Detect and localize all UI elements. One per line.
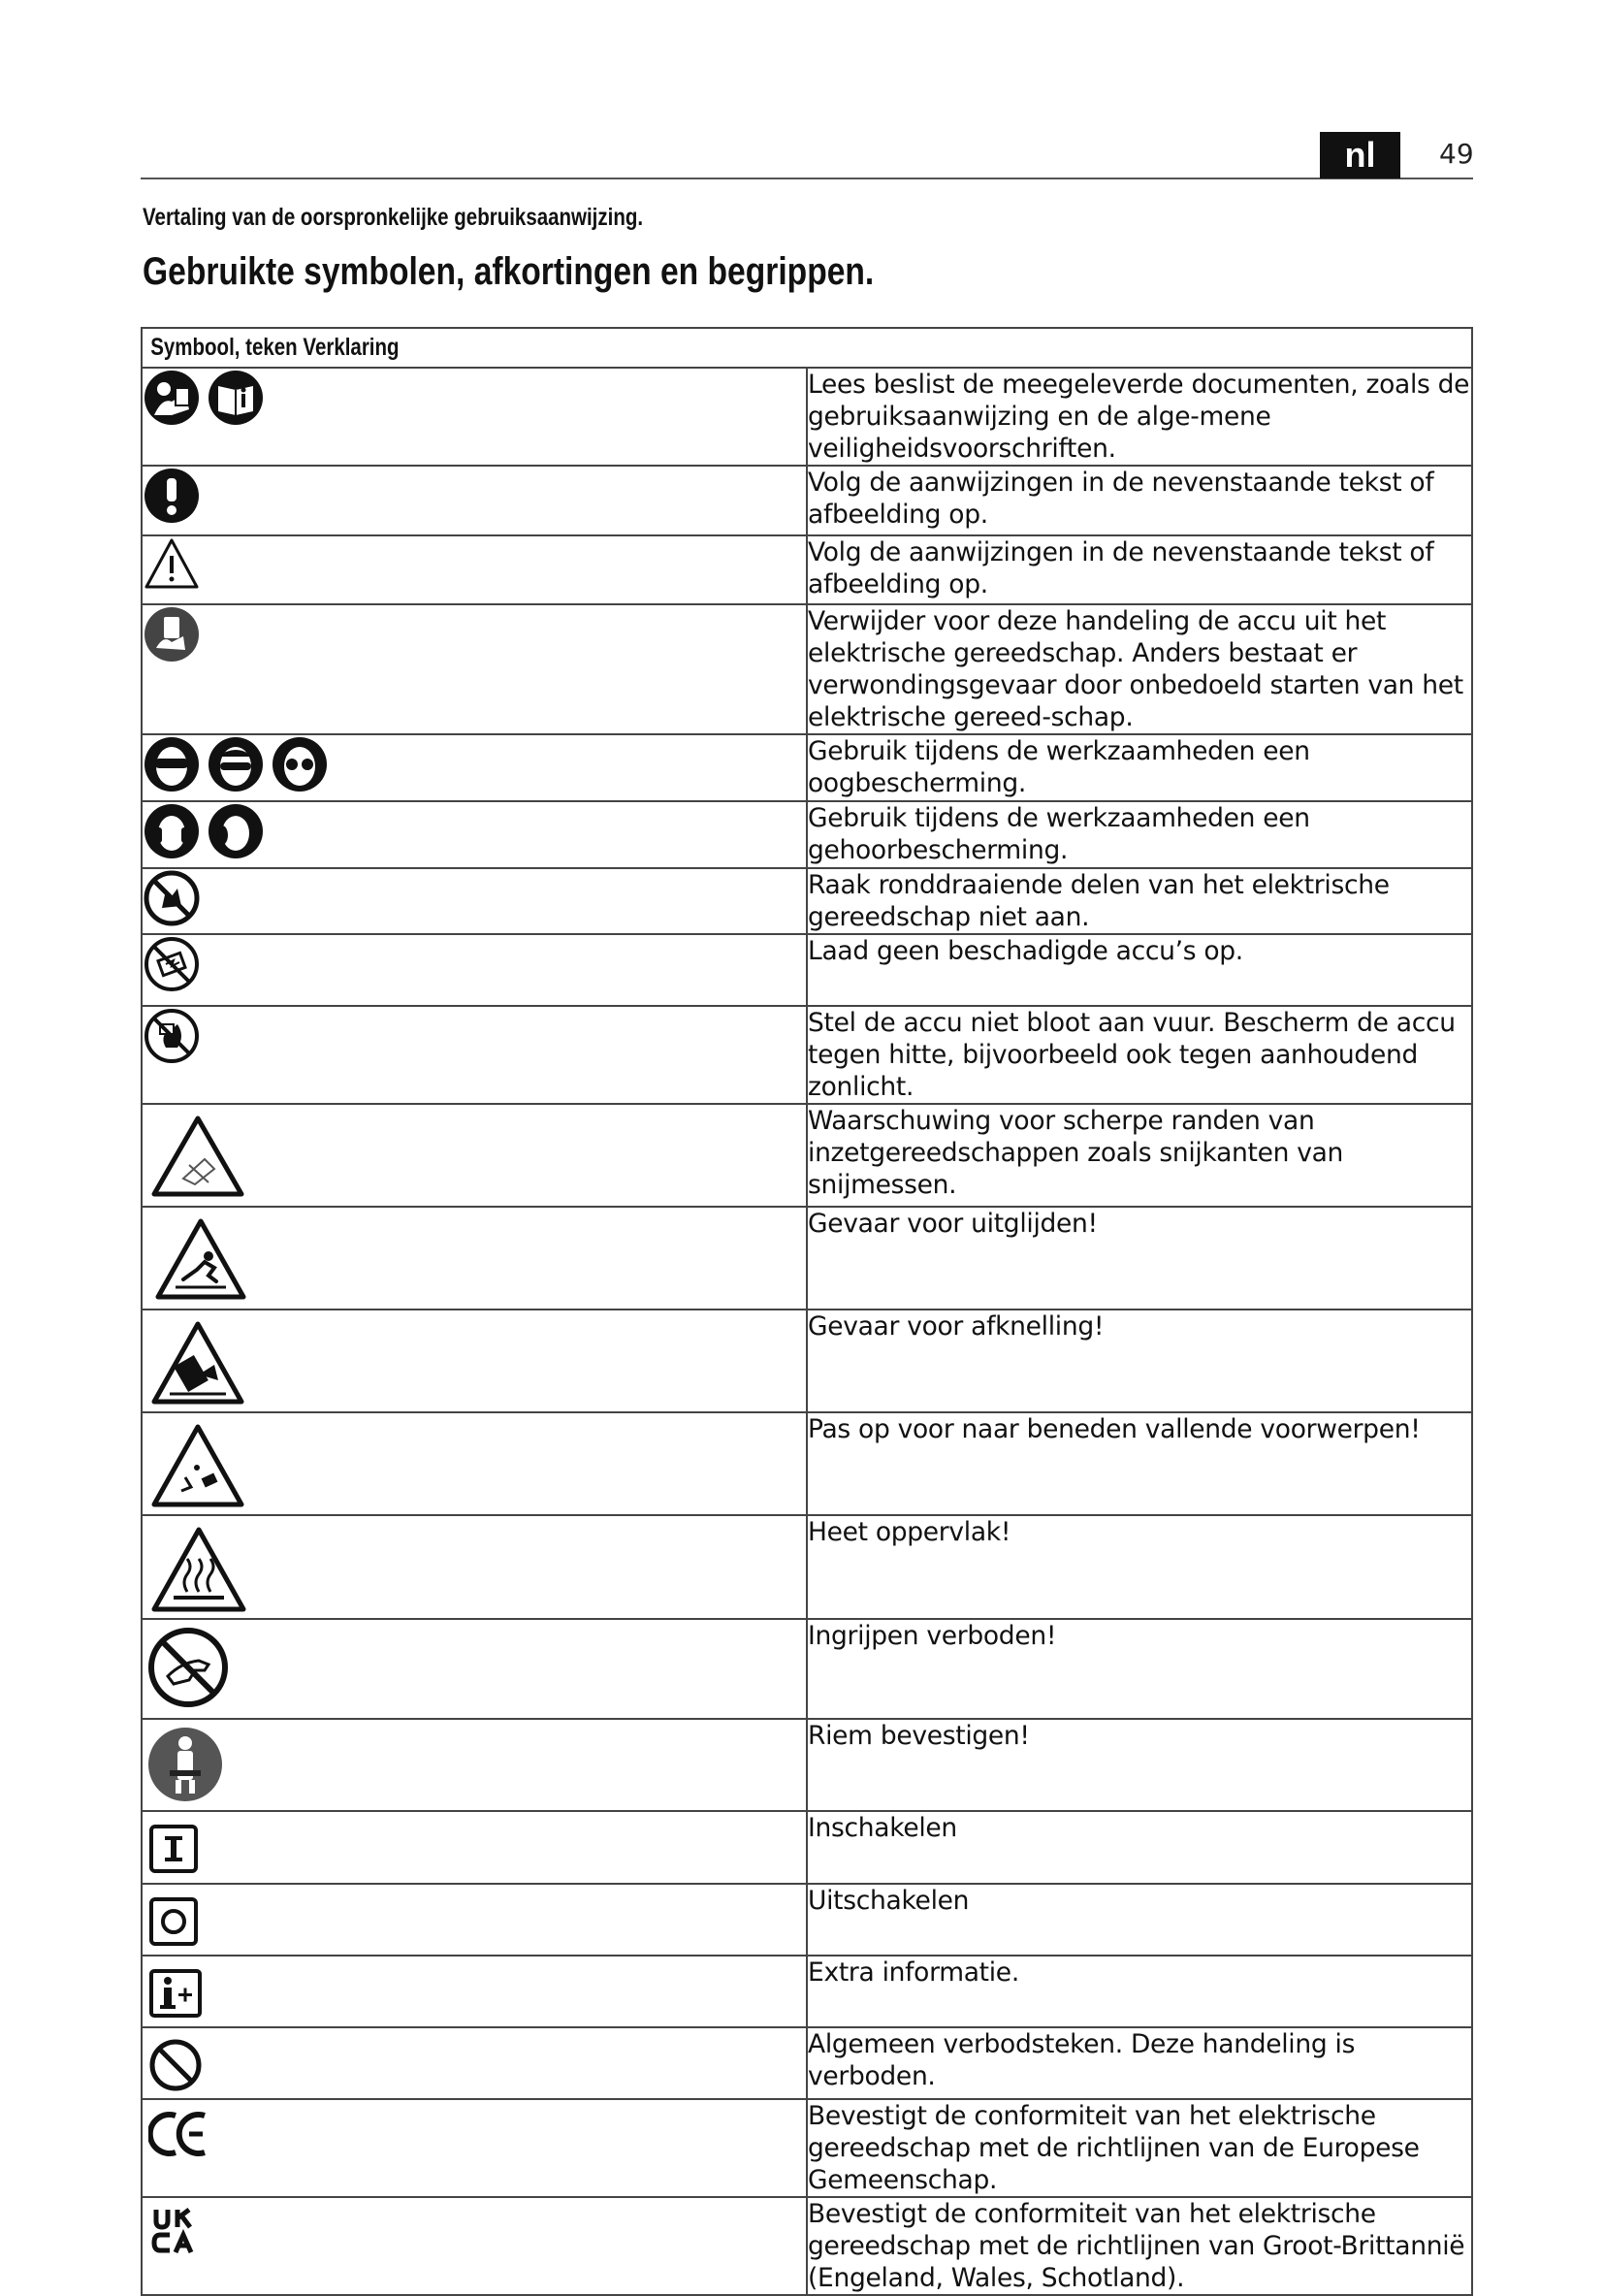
read-manual-icon bbox=[143, 369, 201, 427]
information-book-icon bbox=[207, 369, 265, 427]
table-row bbox=[142, 1956, 1472, 2027]
table-row bbox=[142, 1104, 1472, 1207]
symbol-cell bbox=[142, 466, 807, 535]
symbol-cell bbox=[142, 1719, 807, 1811]
table-row bbox=[142, 368, 1472, 466]
description-cell: Gebruik tijdens de werkzaamheden een gehoorbescherming. bbox=[807, 801, 1472, 868]
table-row bbox=[142, 734, 1472, 801]
description-cell: Waarschuwing voor scherpe randen van inzetgereedschappen zoals snijkanten van snijmessen. bbox=[807, 1104, 1472, 1207]
symbol-cell bbox=[142, 1515, 807, 1619]
symbol-cell bbox=[142, 1310, 807, 1412]
mandatory-action-icon bbox=[143, 467, 201, 525]
description-cell: Extra informatie. bbox=[807, 1956, 1472, 2027]
description-cell: Raak ronddraaiende delen van het elektrische gereedschap niet aan. bbox=[807, 868, 1472, 934]
symbol-cell bbox=[142, 801, 807, 868]
table-row bbox=[142, 1006, 1472, 1104]
table-row bbox=[142, 466, 1472, 535]
no-touch-rotating-parts-icon bbox=[143, 869, 201, 927]
ear-muffs-icon bbox=[207, 802, 265, 860]
symbol-cell bbox=[142, 1619, 807, 1719]
no-reaching-in-icon bbox=[146, 1626, 230, 1709]
description-cell: Bevestigt de conformiteit van het elektrische gereedschap met de richtlijnen van Groot-Brittannië (Engeland, Wales, Schotland). bbox=[807, 2197, 1472, 2295]
table-row bbox=[142, 2027, 1472, 2099]
symbol-cell bbox=[142, 368, 807, 466]
table-row bbox=[142, 1619, 1472, 1719]
document-subtitle: Vertaling van de oorspronkelijke gebruiksaanwijzing. bbox=[143, 204, 644, 231]
table-row bbox=[142, 868, 1472, 934]
no-charging-damaged-battery-icon bbox=[143, 935, 201, 993]
ukca-mark-icon bbox=[150, 2206, 201, 2256]
symbol-cell bbox=[142, 868, 807, 934]
symbols-table bbox=[141, 327, 1473, 2296]
description-cell: Stel de accu niet bloot aan vuur. Bescherm de accu tegen hitte, bijvoorbeeld ook tegen aanhoudend zonlicht. bbox=[807, 1006, 1472, 1104]
language-badge: nl bbox=[1320, 132, 1400, 178]
table-row bbox=[142, 1719, 1472, 1811]
symbol-cell bbox=[142, 1956, 807, 2027]
table-row bbox=[142, 801, 1472, 868]
table-row bbox=[142, 2099, 1472, 2197]
table-row bbox=[142, 1412, 1472, 1515]
table-row bbox=[142, 604, 1472, 734]
symbol-cell bbox=[142, 1884, 807, 1956]
description-cell: Lees beslist de meegeleverde documenten, zoals de gebruiksaanwijzing en de alge-mene veiligheidsvoorschriften. bbox=[807, 368, 1472, 466]
description-cell: Bevestigt de conformiteit van het elektrische gereedschap met de richtlijnen van de Europese Gemeenschap. bbox=[807, 2099, 1472, 2197]
prohibition-icon bbox=[148, 2038, 203, 2092]
no-fire-battery-icon bbox=[143, 1007, 201, 1065]
symbol-cell bbox=[142, 604, 807, 734]
safety-goggles-icon bbox=[271, 735, 329, 793]
remove-battery-icon bbox=[143, 605, 201, 663]
symbol-cell bbox=[142, 734, 807, 801]
switch-off-icon bbox=[148, 1896, 199, 1947]
symbol-cell bbox=[142, 2197, 807, 2295]
header-rule bbox=[141, 178, 1473, 179]
symbol-cell bbox=[142, 535, 807, 604]
table-row bbox=[142, 535, 1472, 604]
symbol-cell bbox=[142, 2099, 807, 2197]
description-cell: Heet oppervlak! bbox=[807, 1515, 1472, 1619]
warning-triangle-icon bbox=[143, 536, 201, 591]
symbol-cell bbox=[142, 1104, 807, 1207]
sharp-edges-warning-icon bbox=[150, 1115, 245, 1198]
description-cell: Volg de aanwijzingen in de nevenstaande tekst of afbeelding op. bbox=[807, 466, 1472, 535]
table-row bbox=[142, 1884, 1472, 1956]
table-row bbox=[142, 1207, 1472, 1310]
symbol-cell bbox=[142, 1412, 807, 1515]
symbol-cell bbox=[142, 1006, 807, 1104]
description-cell: Gebruik tijdens de werkzaamheden een oogbescherming. bbox=[807, 734, 1472, 801]
page-title: Gebruikte symbolen, afkortingen en begrippen. bbox=[143, 250, 875, 293]
fasten-belt-icon bbox=[146, 1726, 224, 1803]
description-cell: Laad geen beschadigde accu’s op. bbox=[807, 934, 1472, 1006]
slip-hazard-icon bbox=[154, 1217, 247, 1301]
extra-info-icon bbox=[148, 1968, 203, 2019]
symbol-cell bbox=[142, 934, 807, 1006]
ear-protection-icon bbox=[143, 802, 201, 860]
description-cell: Riem bevestigen! bbox=[807, 1719, 1472, 1811]
symbol-cell bbox=[142, 1207, 807, 1310]
face-shield-icon bbox=[207, 735, 265, 793]
table-row bbox=[142, 1811, 1472, 1884]
symbol-cell bbox=[142, 2027, 807, 2099]
description-cell: Volg de aanwijzingen in de nevenstaande tekst of afbeelding op. bbox=[807, 535, 1472, 604]
table-header-row bbox=[142, 328, 1472, 368]
table-row bbox=[142, 1515, 1472, 1619]
table-row bbox=[142, 934, 1472, 1006]
ce-mark-icon bbox=[148, 2110, 210, 2158]
falling-objects-icon bbox=[150, 1423, 245, 1508]
description-cell: Pas op voor naar beneden vallende voorwerpen! bbox=[807, 1412, 1472, 1515]
table-header-cell bbox=[142, 328, 1472, 368]
description-cell: Gevaar voor uitglijden! bbox=[807, 1207, 1472, 1310]
description-cell: Algemeen verbodsteken. Deze handeling is verboden. bbox=[807, 2027, 1472, 2099]
hot-surface-icon bbox=[150, 1526, 247, 1613]
switch-on-icon bbox=[148, 1824, 199, 1874]
eye-protection-icon bbox=[143, 735, 201, 793]
table-header-label: Symbool, teken Verklaring bbox=[150, 334, 400, 361]
page-number: 49 bbox=[1439, 138, 1474, 170]
description-cell: Gevaar voor afknelling! bbox=[807, 1310, 1472, 1412]
table-row bbox=[142, 2197, 1472, 2295]
description-cell: Inschakelen bbox=[807, 1811, 1472, 1884]
description-cell: Uitschakelen bbox=[807, 1884, 1472, 1956]
symbol-cell bbox=[142, 1811, 807, 1884]
crushing-hazard-icon bbox=[150, 1320, 245, 1406]
table-row bbox=[142, 1310, 1472, 1412]
description-cell: Ingrijpen verboden! bbox=[807, 1619, 1472, 1719]
description-cell: Verwijder voor deze handeling de accu uit het elektrische gereedschap. Anders bestaat er verwondingsgevaar door onbedoeld starten van het elektrische gereed-schap. bbox=[807, 604, 1472, 734]
